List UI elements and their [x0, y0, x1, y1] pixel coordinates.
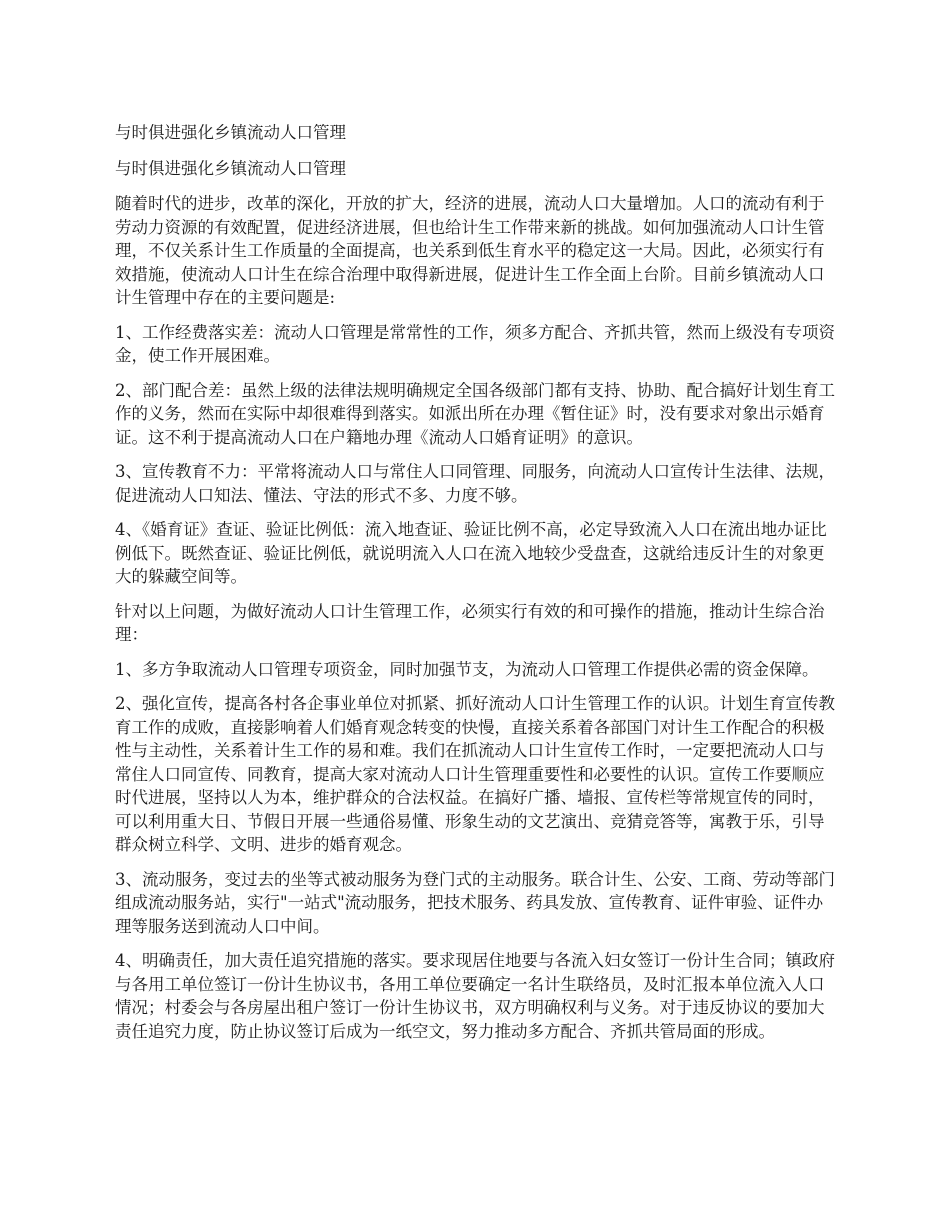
paragraph-measure-3: 3、流动服务，变过去的坐等式被动服务为登门式的主动服务。联合计生、公安、工商、劳动等部门组成流动服务站，实行"一站式"流动服务，把技术服务、药具发放、宣传教育、证件审验、证件办理等服务送到流动人口中间。	[115, 869, 835, 936]
paragraph-measure-2: 2、强化宣传，提高各村各企事业单位对抓紧、抓好流动人口计生管理工作的认识。计划生育宣传教育工作的成败，直接影响着人们婚育观念转变的快慢，直接关系着各部国门对计生工作配合的积极性与主动性，关系着计生工作的易和难。我们在抓流动人口计生宣传工作时，一定要把流动人口与常住人口同宣传、同教育，提高大家对流动人口计生管理重要性和必要性的认识。宣传工作要顺应时代进展，坚持以人为本，维护群众的合法权益。在搞好广播、墙报、宣传栏等常规宣传的同时，可以利用重大日、节假日开展一些通俗易懂、形象生动的文艺演出、竞猜竞答等，寓教于乐，引导群众树立科学、文明、进步的婚育观念。	[115, 694, 835, 854]
paragraph-problem-3: 3、宣传教育不力：平常将流动人口与常住人口同管理、同服务，向流动人口宣传计生法律、法规，促进流动人口知法、懂法、守法的形式不多、力度不够。	[115, 462, 835, 505]
paragraph-problem-2: 2、部门配合差：虽然上级的法律法规明确规定全国各级部门都有支持、协助、配合搞好计划生育工作的义务，然而在实际中却很难得到落实。如派出所在办理《暂住证》时，没有要求对象出示婚育证。这不利于提高流动人口在户籍地办理《流动人口婚育证明》的意识。	[115, 380, 835, 447]
paragraph-problem-1: 1、工作经费落实差：流动人口管理是常常性的工作，须多方配合、齐抓共管，然而上级没有专项资金，使工作开展困难。	[115, 322, 835, 365]
paragraph-measures-intro: 针对以上问题，为做好流动人口计生管理工作，必须实行有效的和可操作的措施，推动计生综合治理：	[115, 601, 825, 644]
paragraph-problem-4: 4、《婚育证》查证、验证比例低：流入地查证、验证比例不高，必定导致流入人口在流出地办证比例低下。既然查证、验证比例低，就说明流入人口在流入地较少受盘查，这就给违反计生的对象更大的躲藏空间等。	[115, 520, 827, 586]
paragraph-measure-1: 1、多方争取流动人口管理专项资金，同时加强节支，为流动人口管理工作提供必需的资金保障。	[115, 659, 819, 679]
document-body	[115, 121, 835, 1054]
document-header-title: 与时俱进强化乡镇流动人口管理	[115, 123, 346, 142]
document-title: 与时俱进强化乡镇流动人口管理	[115, 158, 346, 178]
paragraph-intro: 随着时代的进步，改革的深化，开放的扩大，经济的进展，流动人口大量增加。人口的流动有利于劳动力资源的有效配置，促进经济进展，但也给计生工作带来新的挑战。如何加强流动人口计生管理，不仅关系计生工作质量的全面提高，也关系到低生育水平的稳定这一大局。因此，必须实行有效措施，使流动人口计生在综合治理中取得新进展，促进计生工作全面上台阶。目前乡镇流动人口计生管理中存在的主要问题是:	[115, 194, 825, 307]
paragraph-measure-4: 4、明确责任，加大责任追究措施的落实。要求现居住地要与各流入妇女签订一份计生合同；镇政府与各用工单位签订一份计生协议书，各用工单位要确定一名计生联络员，及时汇报本单位流入人口情况；村委会与各房屋出租户签订一份计生协议书，双方明确权利与义务。对于违反协议的要加大责任追究力度，防止协议签订后成为一纸空文，努力推动多方配合、齐抓共管局面的形成。	[115, 951, 835, 1041]
